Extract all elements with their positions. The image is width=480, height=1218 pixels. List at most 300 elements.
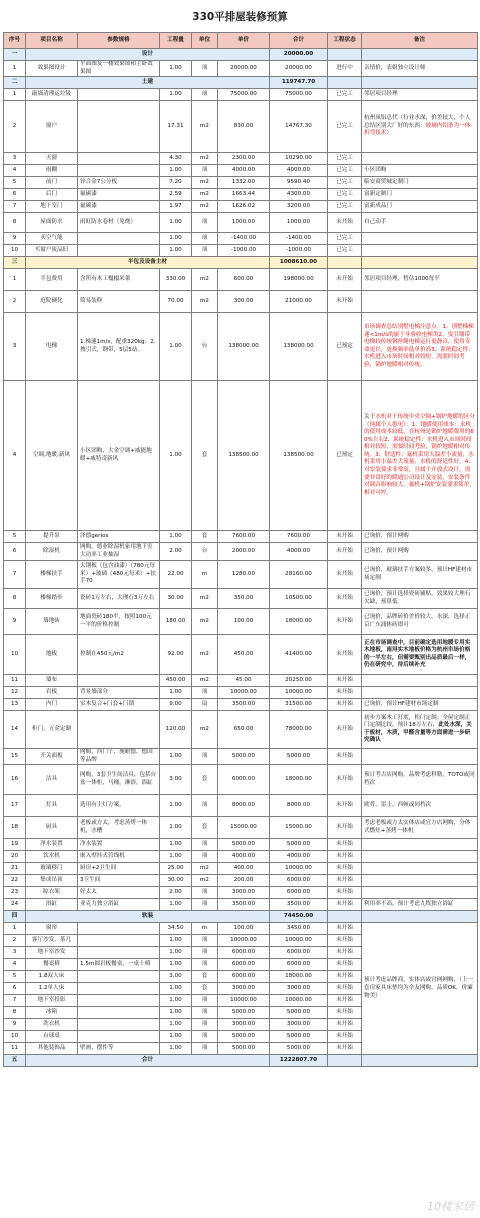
item-unit: m2	[192, 101, 218, 153]
item-name: 餐桌椅	[26, 959, 78, 971]
item-name: 楼梯扶手	[26, 561, 78, 589]
item-spec	[78, 165, 160, 177]
item-note	[362, 711, 478, 749]
item-unit: 项	[192, 245, 218, 257]
item-quantity: 120.00	[160, 711, 192, 749]
item-total: 15000.00	[270, 817, 328, 839]
item-status: 已完工	[328, 233, 362, 245]
item-name: 屋面防水	[26, 213, 78, 233]
item-status: 未开始	[328, 1007, 362, 1019]
section-total: 1008610.00	[270, 257, 328, 269]
item-name: 1.2单人床	[26, 983, 78, 995]
item-unit: 项	[192, 959, 218, 971]
item-unit-price: 75000.00	[218, 89, 270, 101]
item-quantity: 1.97	[160, 201, 192, 213]
table-row	[4, 875, 478, 887]
item-status: 未开始	[328, 213, 362, 233]
item-unit: m2	[192, 291, 218, 313]
item-note	[362, 863, 478, 875]
row-number: 18	[4, 817, 26, 839]
item-unit: 项	[192, 233, 218, 245]
section-total: 1222807.70	[270, 1055, 328, 1067]
row-number: 1	[4, 61, 26, 77]
item-quantity: 1.00	[160, 851, 192, 863]
item-quantity: 30.00	[160, 589, 192, 609]
item-total: 78000.00	[270, 711, 328, 749]
item-spec: 简易装修	[78, 291, 160, 313]
item-status: 已完工	[328, 201, 362, 213]
empty-cell	[328, 257, 362, 269]
item-note	[362, 61, 478, 77]
empty-cell	[328, 49, 362, 61]
item-unit: m2	[192, 609, 218, 635]
note-text: 杭州凤铝总代（行业水深，价差较大，个人总结区别大厂好的东西：	[364, 115, 471, 129]
item-status: 未开始	[328, 887, 362, 899]
item-total: 41400.00	[270, 635, 328, 675]
item-quantity: 92.00	[160, 635, 192, 675]
item-note	[362, 699, 478, 711]
row-number: 10	[4, 245, 26, 257]
table-row	[4, 531, 478, 543]
item-note	[362, 245, 478, 257]
item-name: 地下室投影	[26, 995, 78, 1007]
section-number: 五	[4, 1055, 26, 1067]
item-quantity: 70.00	[160, 291, 192, 313]
empty-cell	[362, 911, 478, 923]
item-unit: 项	[192, 687, 218, 699]
item-name: 玻璃移门	[26, 863, 78, 875]
row-number: 10	[4, 1031, 26, 1043]
item-note	[362, 381, 478, 531]
item-status: 未开始	[328, 983, 362, 995]
item-note	[362, 875, 478, 887]
item-unit-price: 830.00	[218, 101, 270, 153]
item-quantity: 1.00	[160, 983, 192, 995]
item-status: 未开始	[328, 923, 362, 935]
table-row	[4, 899, 478, 911]
item-unit: 台	[192, 313, 218, 381]
table-row	[4, 765, 478, 795]
item-spec: 壁画，摆件等	[78, 1043, 160, 1055]
table-row	[4, 177, 478, 189]
item-unit: m2	[192, 153, 218, 165]
item-unit: 项	[192, 899, 218, 911]
item-total: 4300.00	[270, 189, 328, 201]
item-status: 未开始	[328, 839, 362, 851]
table-row	[4, 923, 478, 935]
note-text: 已询价，预计HF建材市场定制	[364, 700, 439, 707]
item-note	[362, 153, 478, 165]
item-unit-price: 3000.00	[218, 983, 270, 995]
item-quantity: 1.00	[160, 795, 192, 817]
item-quantity: 1.00	[160, 1043, 192, 1055]
note-highlight-red: 市场调查总结别墅电梯注意点：1、别墅梯梯速<1m/s的属于非验收电梯类2、曳引钢带电梯较传统钢丝绳电梯运行更静音，使用寿命更长，更换频率低单价高3、系统稳定性：水机进入市场时间相对较短，需要时间考验，锅炉地暖相对传统。	[364, 323, 474, 368]
item-unit: m2	[192, 177, 218, 189]
item-status: 未开始	[328, 1031, 362, 1043]
item-unit-price: 6000.00	[218, 959, 270, 971]
table-row	[4, 61, 478, 77]
item-unit-price: 400.00	[218, 863, 270, 875]
table-row	[4, 795, 478, 817]
item-quantity: 1.00	[160, 995, 192, 1007]
item-note	[362, 269, 478, 291]
item-unit-price: 450.00	[218, 635, 270, 675]
item-name: 效果图设计	[26, 61, 78, 77]
section-total: 74450.00	[270, 911, 328, 923]
item-total: 75000.00	[270, 89, 328, 101]
row-number: 1	[4, 923, 26, 935]
item-name: 电梯	[26, 313, 78, 381]
item-unit: m2	[192, 635, 218, 675]
item-spec	[78, 153, 160, 165]
item-unit: m	[192, 561, 218, 589]
item-note	[362, 561, 478, 589]
item-unit: 项	[192, 1043, 218, 1055]
item-unit: 套	[192, 983, 218, 995]
item-note	[362, 213, 478, 233]
item-unit-price: -1000.00	[218, 245, 270, 257]
table-row	[4, 153, 478, 165]
item-unit: 项	[192, 839, 218, 851]
row-number: 2	[4, 291, 26, 313]
section-name: 设计	[26, 49, 270, 61]
item-unit: 套	[192, 531, 218, 543]
table-row	[4, 687, 478, 699]
item-status: 未开始	[328, 995, 362, 1007]
item-total: 10000.00	[270, 687, 328, 699]
item-unit-price: 1626.02	[218, 201, 270, 213]
item-quantity: 9.00	[160, 699, 192, 711]
table-body	[4, 49, 478, 1067]
table-row	[4, 675, 478, 687]
row-number: 11	[4, 1043, 26, 1055]
row-number: 22	[4, 875, 26, 887]
item-spec	[78, 995, 160, 1007]
item-quantity: 1.00	[160, 817, 192, 839]
item-unit: 项	[192, 887, 218, 899]
item-spec	[78, 947, 160, 959]
item-total: 31500.00	[270, 699, 328, 711]
item-spec: 嵌入壁挂式管线机	[78, 851, 160, 863]
row-number: 10	[4, 635, 26, 675]
item-unit: 项	[192, 213, 218, 233]
row-number: 9	[4, 233, 26, 245]
item-quantity: 450.00	[160, 675, 192, 687]
item-note	[362, 749, 478, 765]
row-number: 13	[4, 699, 26, 711]
item-spec	[78, 1007, 160, 1019]
table-row	[4, 245, 478, 257]
item-status: 未开始	[328, 269, 362, 291]
item-total: 3000.00	[270, 983, 328, 995]
item-total: 8000.00	[270, 795, 328, 817]
note-text: 亲情价，表姐独立设计师	[364, 64, 426, 71]
item-status: 未开始	[328, 687, 362, 699]
item-name: 地下室沙发	[26, 947, 78, 959]
item-total: 10000.00	[270, 935, 328, 947]
row-number: 1	[4, 89, 26, 101]
item-spec: 厨房+2卫生间	[78, 863, 160, 875]
item-total: 3200.00	[270, 201, 328, 213]
item-unit-price: 3000.00	[218, 887, 270, 899]
note-text: 临安商贸城定制门	[364, 178, 409, 185]
item-total: 7600.00	[270, 531, 328, 543]
row-number: 5	[4, 531, 26, 543]
item-total: 6000.00	[270, 887, 328, 899]
item-quantity: 1.00	[160, 313, 192, 381]
item-total: 5000.00	[270, 1007, 328, 1019]
row-number: 3	[4, 313, 26, 381]
item-total: 5000.00	[270, 1043, 328, 1055]
item-spec: 网购，3套卫生间洁具，包括台盆一体柜，马桶，淋浴，浴缸	[78, 765, 160, 795]
item-total: 18000.00	[270, 609, 328, 635]
row-number: 12	[4, 687, 26, 699]
item-spec: 锌合金7公分板	[78, 177, 160, 189]
item-unit: 项	[192, 851, 218, 863]
budget-table	[3, 32, 478, 1067]
item-unit: 项	[192, 749, 218, 765]
col-header: 备注	[362, 33, 478, 49]
table-row	[4, 817, 478, 839]
item-unit: m2	[192, 863, 218, 875]
item-status: 已完工	[328, 89, 362, 101]
item-name: 半包费用	[26, 269, 78, 291]
row-number: 15	[4, 749, 26, 765]
item-note	[362, 887, 478, 899]
item-status: 已预定	[328, 313, 362, 381]
table-row	[4, 189, 478, 201]
item-name: 客厅沙发，茶几	[26, 935, 78, 947]
item-quantity: 3.00	[160, 971, 192, 983]
item-name: 柜门，五金定制	[26, 711, 78, 749]
item-quantity: 1.00	[160, 89, 192, 101]
row-number: 16	[4, 765, 26, 795]
item-name: 窗户	[26, 101, 78, 153]
item-spec: 选用有主灯方案，	[78, 795, 160, 817]
item-note	[362, 765, 478, 795]
item-spec	[78, 923, 160, 935]
item-quantity: 34.50	[160, 923, 192, 935]
item-spec: 实木复合+门套+门锁	[78, 699, 160, 711]
item-status: 未开始	[328, 971, 362, 983]
item-spec: 平面图及一楼效果图和主卧效果图	[78, 61, 160, 77]
item-status: 已预定	[328, 381, 362, 531]
col-header: 单位	[192, 33, 218, 49]
item-note	[362, 233, 478, 245]
item-unit-price: 5000.00	[218, 839, 270, 851]
item-total: 20250.00	[270, 675, 328, 687]
item-total: 18000.00	[270, 971, 328, 983]
item-unit-price: 300.00	[218, 291, 270, 313]
item-total: 5000.00	[270, 839, 328, 851]
item-quantity: 4.30	[160, 153, 192, 165]
item-spec	[78, 101, 160, 153]
item-quantity: 1.00	[160, 839, 192, 851]
item-name: 敲墙清理运垃圾	[26, 89, 78, 101]
item-spec	[78, 233, 160, 245]
table-row	[4, 851, 478, 863]
row-number: 23	[4, 887, 26, 899]
row-number: 8	[4, 589, 26, 609]
note-text: 已询价，预计网购	[364, 547, 409, 554]
row-number: 1	[4, 269, 26, 291]
item-note	[362, 675, 478, 687]
item-note	[362, 101, 478, 153]
item-unit-price: 4000.00	[218, 165, 270, 177]
item-name: 窗帘	[26, 923, 78, 935]
empty-cell	[362, 1055, 478, 1067]
item-status: 未开始	[328, 851, 362, 863]
item-spec: 网购，西门子，施耐德，德国等品牌	[78, 749, 160, 765]
item-unit: 项	[192, 1031, 218, 1043]
table-row	[4, 711, 478, 749]
item-status: 未开始	[328, 635, 362, 675]
item-quantity: 1.00	[160, 531, 192, 543]
item-unit-price: 6000.00	[218, 947, 270, 959]
item-status: 未开始	[328, 543, 362, 561]
item-spec	[78, 89, 160, 101]
section-name: 土建	[26, 77, 270, 89]
item-unit-price: 650.00	[218, 711, 270, 749]
item-note	[362, 201, 478, 213]
item-spec: 3卫生间	[78, 875, 160, 887]
empty-cell	[362, 257, 478, 269]
item-unit: 项	[192, 947, 218, 959]
item-name: 晾衣架	[26, 887, 78, 899]
item-quantity: 1.00	[160, 165, 192, 177]
item-spec: 氟碳漆	[78, 189, 160, 201]
note-highlight-red: 水机对于传统中央空调+锅炉地暖的区分（纯属个人愚见）：1、地暖使用成本：水机的使用成本较低，在杭州是锅炉地暖费用的60%左右2、系统稳定性：水机进入市场时间相对较短，需要时间考验，锅炉地暖相对传统。3、舒适性：氟机采用大温差小流量，水机采用小温差大流量，水机的舒适性好。4、对安装要求非常高，且属于开放式设计，需要非常好的暖通公司设计及安装，安装条件对调音影响较大，氟机+锅炉安装要求简单，相对可控。	[364, 413, 475, 496]
item-unit-price: 100.00	[218, 923, 270, 935]
section-number: 三	[4, 257, 26, 269]
item-quantity: 330.00	[160, 269, 192, 291]
table-row	[4, 269, 478, 291]
item-note	[362, 899, 478, 911]
watermark-logo: 10楼家居	[427, 1200, 474, 1213]
item-note	[362, 687, 478, 699]
item-total: -1000.00	[270, 245, 328, 257]
item-status: 未开始	[328, 711, 362, 749]
item-unit: m2	[192, 201, 218, 213]
item-unit: m2	[192, 269, 218, 291]
item-status: 未开始	[328, 935, 362, 947]
table-row	[4, 609, 478, 635]
row-number: 6	[4, 983, 26, 995]
row-number: 4	[4, 381, 26, 531]
item-quantity: 1.00	[160, 245, 192, 257]
item-total: 9590.40	[270, 177, 328, 189]
item-spec: 净水装置	[78, 839, 160, 851]
item-total: 198000.00	[270, 269, 328, 291]
empty-cell	[328, 77, 362, 89]
item-name: 开关面板	[26, 749, 78, 765]
item-total: 3000.00	[270, 1019, 328, 1031]
item-total: 14767.30	[270, 101, 328, 153]
table-row	[4, 589, 478, 609]
item-status: 未开始	[328, 531, 362, 543]
item-spec: 泽德gerios	[78, 531, 160, 543]
col-header: 序号	[4, 33, 26, 49]
item-spec: 网购，德业除湿机家用地下室大功率工业抽湿	[78, 543, 160, 561]
table-row	[4, 381, 478, 531]
col-header: 项目名称	[26, 33, 78, 49]
item-unit-price: 3500.00	[218, 899, 270, 911]
budget-sheet	[3, 4, 477, 1067]
header-row	[4, 33, 478, 49]
item-status: 未开始	[328, 875, 362, 887]
item-status: 未开始	[328, 561, 362, 589]
note-text: 欧普、雷士、西顿或同档次	[364, 802, 432, 809]
note-text: 邻居项目经理，暂估1000每平	[364, 275, 440, 282]
table-row	[4, 89, 478, 101]
item-unit-price: 5000.00	[218, 1007, 270, 1019]
item-unit: m	[192, 923, 218, 935]
item-name: 买窗户废品旧	[26, 245, 78, 257]
section-row	[4, 49, 478, 61]
item-spec	[78, 1019, 160, 1031]
item-total: 18000.00	[270, 765, 328, 795]
item-status: 已完工	[328, 245, 362, 257]
item-unit-price: 45.00	[218, 675, 270, 687]
section-number: 二	[4, 77, 26, 89]
note-text: 关于	[364, 413, 376, 420]
col-header: 参数规格	[78, 33, 160, 49]
item-name: 墙地砖	[26, 609, 78, 635]
item-quantity: 1.00	[160, 61, 192, 77]
item-quantity: 1.00	[160, 947, 192, 959]
item-unit-price: 4000.00	[218, 851, 270, 863]
item-unit-price: 138000.00	[218, 313, 270, 381]
note-text: 利用率不高，预计考虑九牧独立浴缸	[364, 901, 454, 908]
item-total: 4000.00	[270, 851, 328, 863]
item-quantity: 1.00	[160, 213, 192, 233]
item-spec	[78, 983, 160, 995]
item-name: 1.8双人床	[26, 971, 78, 983]
item-quantity: 2.59	[160, 189, 192, 201]
row-number: 2	[4, 101, 26, 153]
item-spec	[78, 711, 160, 749]
item-spec: 1.5m圆岩板餐桌，一桌十椅	[78, 959, 160, 971]
note-text: 已询价，预计网购	[364, 532, 409, 539]
item-name: 其他装饰品	[26, 1043, 78, 1055]
item-total: 3450.00	[270, 923, 328, 935]
note-text: 小区团购	[364, 166, 387, 173]
item-unit-price: 138500.00	[218, 381, 270, 531]
row-number: 2	[4, 935, 26, 947]
item-total: 4000.00	[270, 543, 328, 561]
section-name: 软装	[26, 911, 270, 923]
row-number: 7	[4, 201, 26, 213]
item-quantity: 1.00	[160, 749, 192, 765]
item-name: 庭院硬化	[26, 291, 78, 313]
item-status: 未开始	[328, 291, 362, 313]
col-header: 合计	[270, 33, 328, 49]
item-name: 地板	[26, 635, 78, 675]
item-note	[362, 609, 478, 635]
item-unit-price: 1663.44	[218, 189, 270, 201]
item-unit: 项	[192, 995, 218, 1007]
item-total: 5000.00	[270, 749, 328, 765]
item-unit-price: 20000.00	[218, 61, 270, 77]
item-quantity: 1.00	[160, 935, 192, 947]
table-row	[4, 313, 478, 381]
item-unit-price: 10000.00	[218, 935, 270, 947]
item-total: 138000.00	[270, 313, 328, 381]
item-unit-price: 3500.00	[218, 699, 270, 711]
item-unit: 项	[192, 1007, 218, 1019]
note-text: 初步方案木工打底，柜门定制；全屋定制正门定制比较，预计18万左右，	[364, 714, 471, 729]
table-row	[4, 291, 478, 313]
